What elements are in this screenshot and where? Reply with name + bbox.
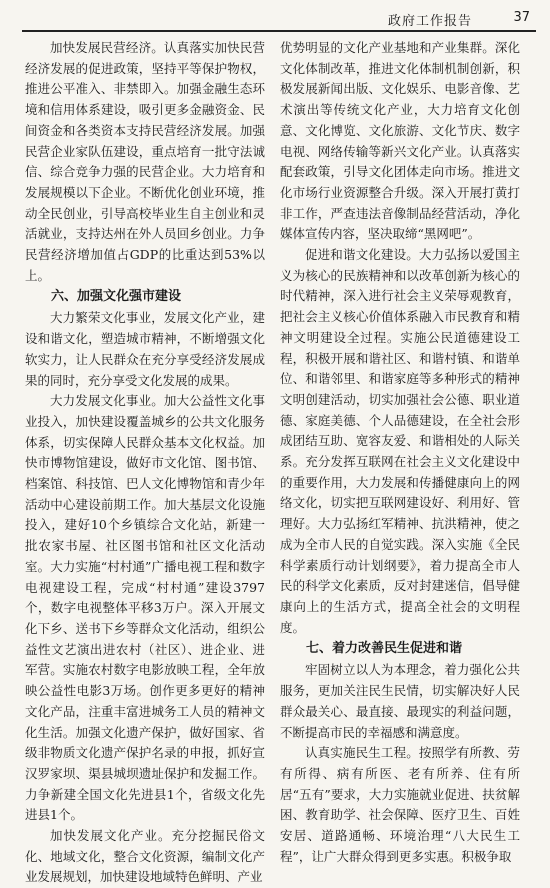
running-title: 政府工作报告 [387,14,472,29]
paragraph-private-economy: 加快发展民营经济。认真落实加快民营经济发展的促进政策，坚持平等保护物权，推进公平准入、非禁即入。加强金融生态环境和信用体系建设，吸引更多金融资金、民间资金和各类资本支持民营经济发展。加强民营企业家队伍建设，重点培育一批守法诚信、综合竞争力强的民营企业。大力培育和发展规模以下企业。不断优化创业环境，推动全民创业，引导高校毕业生自主创业和灵活就业，支持达州在外人员回乡创业。力争民营经济增加值占GDP的比重达到53%以上。 [25,40,265,283]
paragraph-livelihood-projects: 认真实施民生工程。按照学有所教、劳有所得、病有所医、老有所养、住有所居“五有”要求，大力实施就业促进、扶贫解困、教育助学、社会保障、医疗卫生、百姓安居、道路通畅、环境治理“八大民生工程”，让广大群众得到更多实惠。积极争取 [280,745,520,864]
paragraph-livelihood-intro: 牢固树立以人为本理念，着力强化公共服务，更加关注民生民情，切实解决好人民群众最关心、最直接、最现实的利益问题，不断提高市民的幸福感和满意度。 [280,662,520,740]
section-heading-livelihood: 七、着力改善民生促进和谐 [306,641,463,657]
paragraph-cultural-industry: 加快发展文化产业。充分挖掘民俗文化、地域文化，整合文化资源，编制文化产业发展规划，加快建设地域特色鲜明、产业 [25,828,265,885]
right-column [280,38,520,864]
section-heading-culture: 六、加强文化强市建设 [51,289,182,305]
paragraph-culture-intro: 大力繁荣文化事业，发展文化产业，建设和谐文化，塑造城市精神，不断增强文化软实力，让人民群众在充分享受经济发展成果的同时，充分享受文化发展的成果。 [25,310,265,388]
page-header [0,0,550,34]
left-column [25,38,265,885]
paragraph-harmonious-culture: 促进和谐文化建设。大力弘扬以爱国主义为核心的民族精神和以改革创新为核心的时代精神，深入进行社会主义荣辱观教育，把社会主义核心价值体系融入市民教育和精神文明建设全过程。实施公民道德建设工程，积极开展和谐社区、和谐村镇、和谐单位、和谐邻里、和谐家庭等多种形式的精神文明创建活动，切实加强社会公德、职业道德、家庭美德、个人品德建设，在全社会形成团结互助、宽容友爱、和谐相处的人际关系。充分发挥互联网在社会主义文化建设中的重要作用，大力发展和传播健康向上的网络文化，切实把互联网建设好、利用好、管理好。大力弘扬红军精神、抗洪精神，使之成为全市人民的自觉实践。深入实施《全民科学素质行动计划纲要》，着力提高全市人民的科学文化素质，反对封建迷信，倡导健康向上的生活方式，提高全社会的文明程度。 [280,247,520,635]
paragraph-cultural-undertakings: 大力发展文化事业。加大公益性文化事业投入，加快建设覆盖城乡的公共文化服务体系，切实保障人民群众基本文化权益。加快市博物馆建设，做好市文化馆、图书馆、档案馆、科技馆、巴人文化博物馆和青少年活动中心建设前期工作。加大基层文化设施投入，建好10个乡镇综合文化站，新建一批农家书屋、社区图书馆和社区文化活动室。大力实施“村村通”广播电视工程和数字电视建设工程，完成“村村通”建设3797个，数字电视整体平移3万户。深入开展文化下乡、送书下乡等群众文化活动，组织公益性文艺演出进农村（社区）、进企业、进军营。实施农村数字电影放映工程，全年放映公益性电影3万场。创作更多更好的精神文化产品，注重丰富进城务工人员的精神文化生活。加强文化遗产保护，做好国家、省级非物质文化遗产保护名录的申报，抓好宣汉罗家坝、渠县城坝遗址保护和发掘工作。力争新建全国文化先进县1个，省级文化先进县1个。 [25,393,265,823]
header-rule [22,30,536,32]
page-number: 37 [513,10,530,25]
paragraph-cultural-industry-continued: 优势明显的文化产业基地和产业集群。深化文化体制改革，推进文化体制机制创新，积极发展新闻出版、文化娱乐、电影音像、艺术演出等传统文化产业，大力培育文化创意、文化博览、文化旅游、文化节庆、数字电视、网络传输等新兴文化产业。认真落实配套政策，引导文化团体走向市场。推进文化市场行业资源整合升级。深入开展打黄打非工作，严查违法音像制品经营活动，净化媒体宣传内容，坚决取缔“黑网吧”。 [280,40,520,242]
